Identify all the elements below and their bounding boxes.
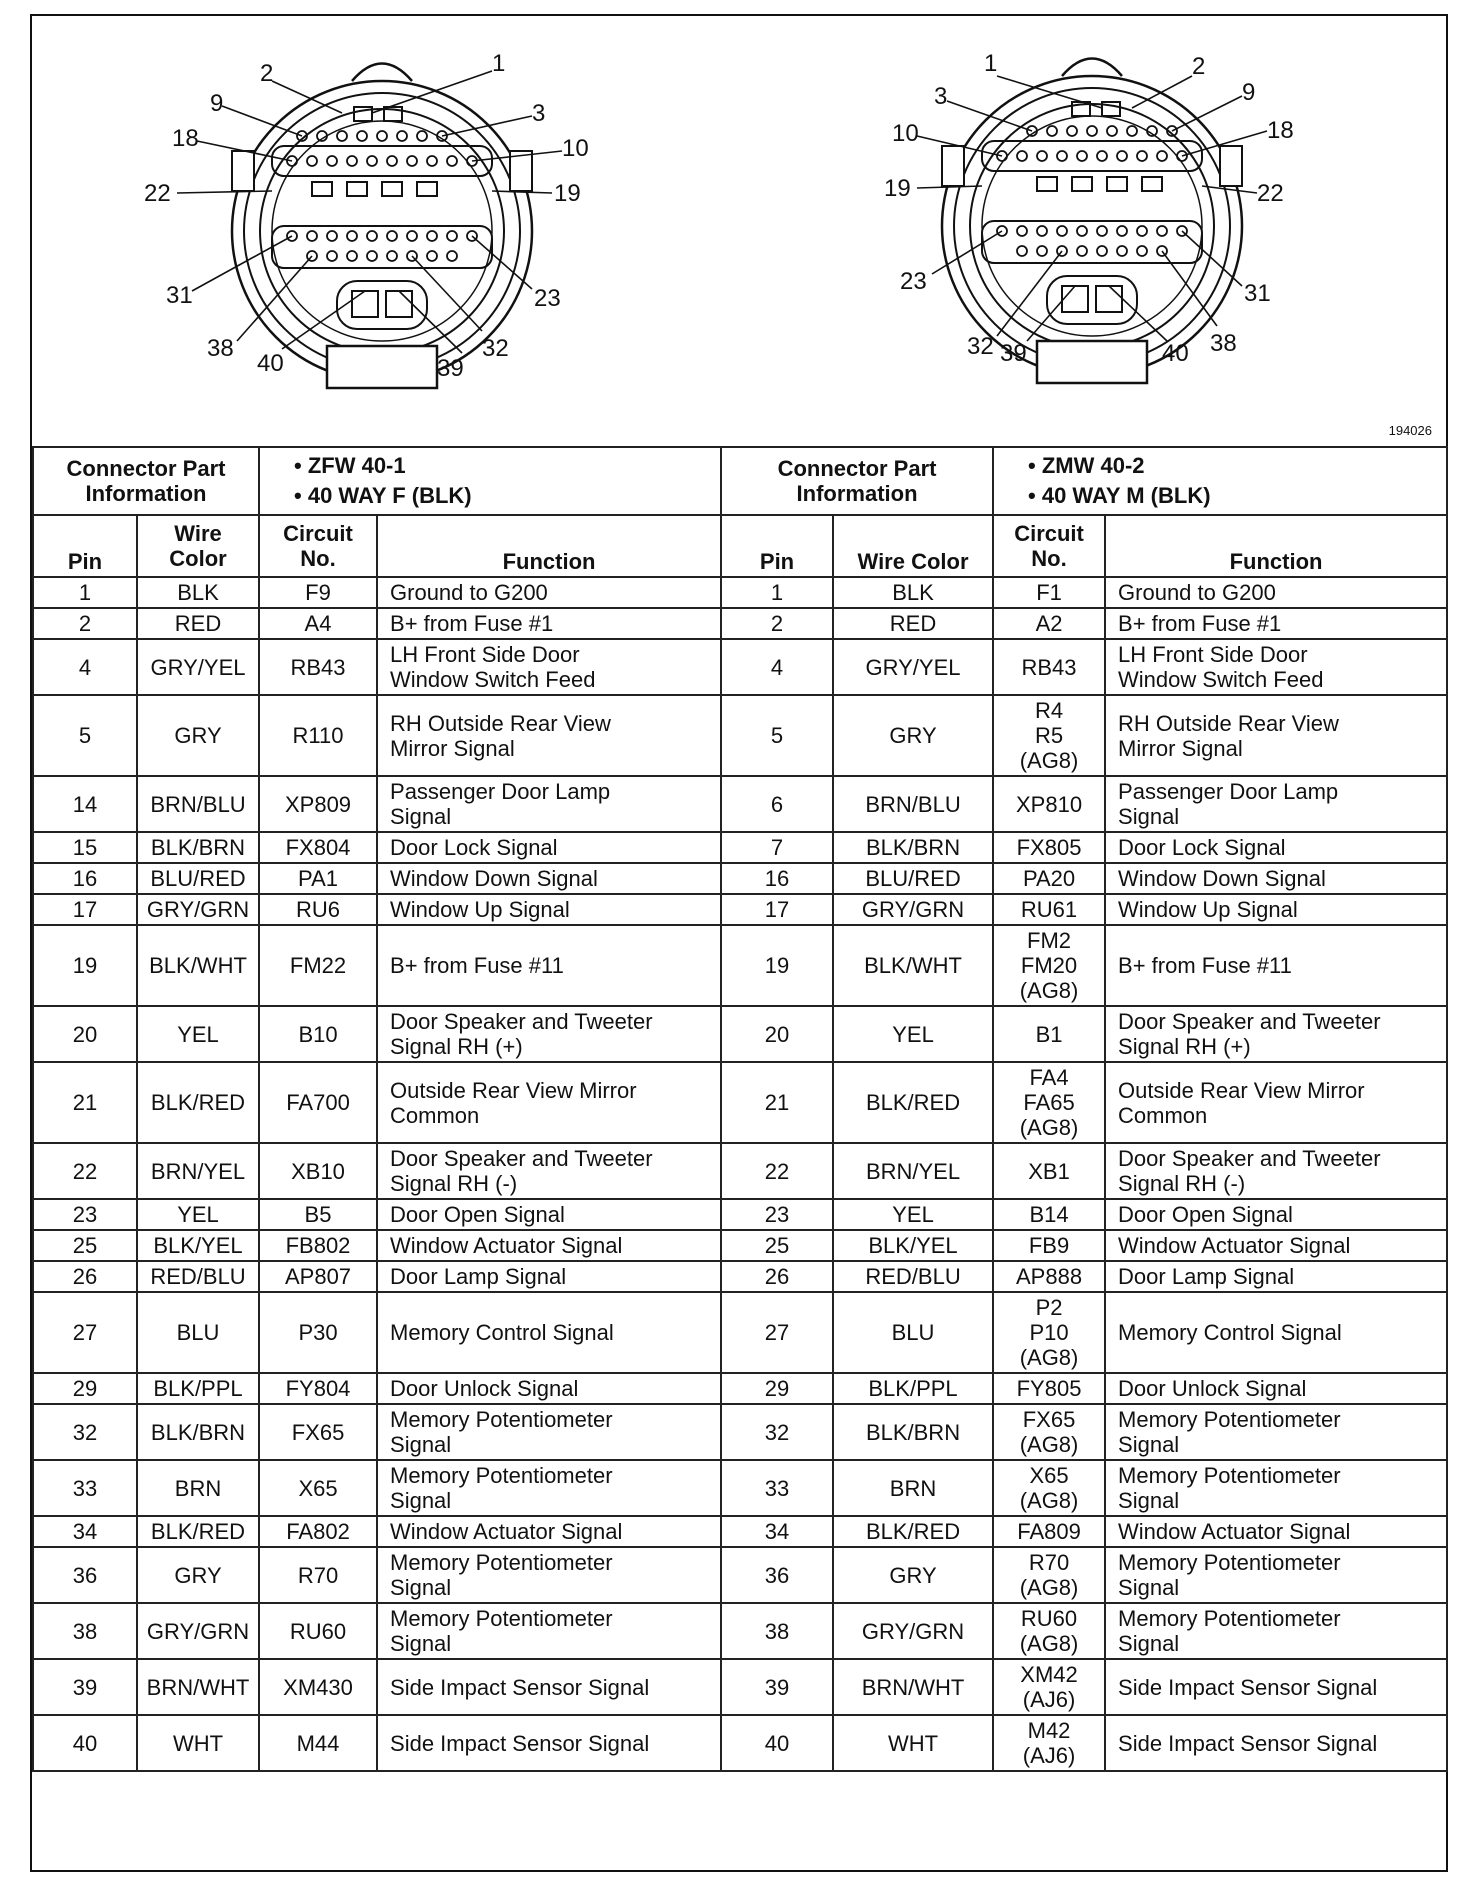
left-wire-color-cell: BLK/PPL <box>137 1373 259 1404</box>
table-row <box>33 776 1447 832</box>
right-function-cell: B+ from Fuse #11 <box>1105 925 1447 1006</box>
right-circuit-header: Circuit No. <box>993 515 1105 577</box>
left-function-cell: Memory Potentiometer Signal <box>377 1404 721 1460</box>
right-wire-color-cell: BRN/WHT <box>833 1659 993 1715</box>
right-pin-cell: 38 <box>721 1603 833 1659</box>
left-callout-10: 38 <box>207 335 234 362</box>
table-row <box>33 832 1447 863</box>
left-function-cell: Door Lamp Signal <box>377 1261 721 1292</box>
left-pin-cell: 22 <box>33 1143 137 1199</box>
left-part-number: • ZFW 40-1 <box>294 453 406 478</box>
left-wire-color-cell: GRY <box>137 1547 259 1603</box>
left-circuit-header: Circuit No. <box>259 515 377 577</box>
right-wire-color-cell: RED/BLU <box>833 1261 993 1292</box>
right-circuit-cell: FB9 <box>993 1230 1105 1261</box>
right-circuit-cell: B14 <box>993 1199 1105 1230</box>
left-function-cell: Door Open Signal <box>377 1199 721 1230</box>
left-wire-color-cell: YEL <box>137 1199 259 1230</box>
right-wire-color-cell: BLK/RED <box>833 1516 993 1547</box>
table-row <box>33 639 1447 695</box>
right-wire-color-cell: BLK/RED <box>833 1062 993 1143</box>
left-callout-4: 18 <box>172 125 199 152</box>
left-pin-cell: 40 <box>33 1715 137 1771</box>
table-row <box>33 1143 1447 1199</box>
right-circuit-cell: FM2 FM20 (AG8) <box>993 925 1105 1006</box>
left-pin-header: Pin <box>33 515 137 577</box>
right-function-cell: Passenger Door Lamp Signal <box>1105 776 1447 832</box>
table-row <box>33 1230 1447 1261</box>
table-row <box>33 1715 1447 1771</box>
table-row <box>33 1006 1447 1062</box>
left-pin-cell: 5 <box>33 695 137 776</box>
left-wire-color-cell: BLK/BRN <box>137 1404 259 1460</box>
right-callout-10: 32 <box>967 333 994 360</box>
right-function-cell: Memory Control Signal <box>1105 1292 1447 1373</box>
right-function-cell: Window Actuator Signal <box>1105 1516 1447 1547</box>
left-part-label: Connector Part Information <box>33 447 259 515</box>
left-wire-color-cell: BLK/RED <box>137 1516 259 1547</box>
right-pin-cell: 36 <box>721 1547 833 1603</box>
right-callout-5: 18 <box>1267 117 1294 144</box>
left-function-cell: Door Unlock Signal <box>377 1373 721 1404</box>
right-circuit-cell: PA20 <box>993 863 1105 894</box>
right-circuit-cell: FX65 (AG8) <box>993 1404 1105 1460</box>
right-circuit-cell: AP888 <box>993 1261 1105 1292</box>
right-function-cell: Door Lamp Signal <box>1105 1261 1447 1292</box>
right-circuit-cell: B1 <box>993 1006 1105 1062</box>
right-circuit-cell: FX805 <box>993 832 1105 863</box>
right-pin-cell: 23 <box>721 1199 833 1230</box>
left-circuit-cell: PA1 <box>259 863 377 894</box>
right-wire-color-cell: BRN/YEL <box>833 1143 993 1199</box>
table-row <box>33 695 1447 776</box>
left-function-header: Function <box>377 515 721 577</box>
left-callout-7: 19 <box>554 180 581 207</box>
left-function-cell: Outside Rear View Mirror Common <box>377 1062 721 1143</box>
right-circuit-cell: RU61 <box>993 894 1105 925</box>
table-row <box>33 894 1447 925</box>
left-wire-color-cell: GRY/GRN <box>137 894 259 925</box>
left-part-desc: • 40 WAY F (BLK) <box>294 483 472 508</box>
right-pin-cell: 40 <box>721 1715 833 1771</box>
right-wire-color-cell: BLK/BRN <box>833 1404 993 1460</box>
table-row <box>33 1460 1447 1516</box>
table-row <box>33 1404 1447 1460</box>
right-callout-6: 19 <box>884 175 911 202</box>
left-wire-color-cell: YEL <box>137 1006 259 1062</box>
table-row <box>33 1603 1447 1659</box>
table-row <box>33 1199 1447 1230</box>
connector-info-row <box>33 447 1447 515</box>
left-callout-9: 23 <box>534 285 561 312</box>
left-callout-3: 3 <box>532 100 546 127</box>
right-callout-9: 31 <box>1244 280 1271 307</box>
left-circuit-cell: FX65 <box>259 1404 377 1460</box>
right-function-cell: Window Up Signal <box>1105 894 1447 925</box>
left-function-cell: Door Speaker and Tweeter Signal RH (-) <box>377 1143 721 1199</box>
left-wire-color-cell: BLK <box>137 577 259 608</box>
left-circuit-cell: R110 <box>259 695 377 776</box>
right-function-cell: RH Outside Rear View Mirror Signal <box>1105 695 1447 776</box>
right-wire-color-cell: BLK/WHT <box>833 925 993 1006</box>
right-circuit-cell: R70 (AG8) <box>993 1547 1105 1603</box>
right-pin-cell: 34 <box>721 1516 833 1547</box>
right-pin-cell: 16 <box>721 863 833 894</box>
left-pin-cell: 23 <box>33 1199 137 1230</box>
right-circuit-cell: R4 R5 (AG8) <box>993 695 1105 776</box>
right-pin-cell: 33 <box>721 1460 833 1516</box>
connector-face-views <box>32 16 1446 446</box>
left-wire-color-cell: BRN/WHT <box>137 1659 259 1715</box>
left-callout-0: 2 <box>260 60 274 87</box>
left-circuit-cell: XM430 <box>259 1659 377 1715</box>
right-callout-1: 2 <box>1192 53 1206 80</box>
right-wire-color-cell: BLK/BRN <box>833 832 993 863</box>
table-row <box>33 863 1447 894</box>
right-part-number: • ZMW 40-2 <box>1028 453 1145 478</box>
left-circuit-cell: R70 <box>259 1547 377 1603</box>
right-pin-cell: 27 <box>721 1292 833 1373</box>
right-callout-8: 23 <box>900 268 927 295</box>
right-wire-color-cell: YEL <box>833 1199 993 1230</box>
right-function-cell: Door Lock Signal <box>1105 832 1447 863</box>
right-wire-color-cell: BLU/RED <box>833 863 993 894</box>
left-function-cell: Side Impact Sensor Signal <box>377 1659 721 1715</box>
left-callout-8: 31 <box>166 282 193 309</box>
left-function-cell: Memory Control Signal <box>377 1292 721 1373</box>
right-pin-cell: 17 <box>721 894 833 925</box>
left-wire-color-cell: BLK/BRN <box>137 832 259 863</box>
table-row <box>33 1547 1447 1603</box>
figure-id: 194026 <box>1388 423 1432 438</box>
left-function-cell: Window Down Signal <box>377 863 721 894</box>
left-circuit-cell: M44 <box>259 1715 377 1771</box>
right-wire-color-header: Wire Color <box>833 515 993 577</box>
left-wire-color-cell: GRY/GRN <box>137 1603 259 1659</box>
left-pin-cell: 27 <box>33 1292 137 1373</box>
right-function-cell: Side Impact Sensor Signal <box>1105 1659 1447 1715</box>
left-callout-2: 9 <box>210 90 224 117</box>
right-callout-3: 9 <box>1242 79 1256 106</box>
left-circuit-cell: FA700 <box>259 1062 377 1143</box>
left-function-cell: Window Actuator Signal <box>377 1516 721 1547</box>
right-pin-cell: 32 <box>721 1404 833 1460</box>
left-circuit-cell: A4 <box>259 608 377 639</box>
left-callout-11: 32 <box>482 335 509 362</box>
right-function-cell: Side Impact Sensor Signal <box>1105 1715 1447 1771</box>
right-wire-color-cell: BLU <box>833 1292 993 1373</box>
left-wire-color-cell: BLU/RED <box>137 863 259 894</box>
right-wire-color-cell: BLK/PPL <box>833 1373 993 1404</box>
left-wire-color-cell: RED <box>137 608 259 639</box>
left-function-cell: Door Lock Signal <box>377 832 721 863</box>
right-pin-cell: 7 <box>721 832 833 863</box>
left-pin-cell: 19 <box>33 925 137 1006</box>
left-circuit-cell: AP807 <box>259 1261 377 1292</box>
table-row <box>33 1373 1447 1404</box>
right-pin-cell: 5 <box>721 695 833 776</box>
left-connector-face <box>144 50 589 388</box>
right-part-desc: • 40 WAY M (BLK) <box>1028 483 1211 508</box>
left-circuit-cell: XP809 <box>259 776 377 832</box>
right-wire-color-cell: GRY <box>833 1547 993 1603</box>
left-wire-color-cell: WHT <box>137 1715 259 1771</box>
right-pin-cell: 1 <box>721 577 833 608</box>
left-function-cell: Side Impact Sensor Signal <box>377 1715 721 1771</box>
left-circuit-cell: F9 <box>259 577 377 608</box>
table-row <box>33 577 1447 608</box>
left-pin-cell: 32 <box>33 1404 137 1460</box>
left-pin-cell: 1 <box>33 577 137 608</box>
right-function-cell: B+ from Fuse #1 <box>1105 608 1447 639</box>
left-part-info <box>259 447 721 515</box>
left-pin-cell: 33 <box>33 1460 137 1516</box>
left-pin-cell: 16 <box>33 863 137 894</box>
right-pin-cell: 29 <box>721 1373 833 1404</box>
left-circuit-cell: X65 <box>259 1460 377 1516</box>
table-row <box>33 608 1447 639</box>
right-circuit-cell: RB43 <box>993 639 1105 695</box>
right-pin-cell: 26 <box>721 1261 833 1292</box>
table-row <box>33 925 1447 1006</box>
left-function-cell: Memory Potentiometer Signal <box>377 1603 721 1659</box>
left-callout-6: 22 <box>144 180 171 207</box>
left-wire-color-cell: BLU <box>137 1292 259 1373</box>
left-callout-5: 10 <box>562 135 589 162</box>
left-wire-color-cell: GRY/YEL <box>137 639 259 695</box>
right-function-cell: Outside Rear View Mirror Common <box>1105 1062 1447 1143</box>
left-pin-cell: 14 <box>33 776 137 832</box>
left-wire-color-cell: BLK/WHT <box>137 925 259 1006</box>
left-function-cell: Memory Potentiometer Signal <box>377 1460 721 1516</box>
left-circuit-cell: B5 <box>259 1199 377 1230</box>
right-wire-color-cell: WHT <box>833 1715 993 1771</box>
right-function-cell: Window Down Signal <box>1105 863 1447 894</box>
connector-diagrams <box>32 16 1446 448</box>
left-circuit-cell: FM22 <box>259 925 377 1006</box>
right-part-info <box>993 447 1447 515</box>
right-wire-color-cell: RED <box>833 608 993 639</box>
right-wire-color-cell: BLK <box>833 577 993 608</box>
right-wire-color-cell: BRN <box>833 1460 993 1516</box>
pinout-rows <box>33 577 1447 1771</box>
left-function-cell: B+ from Fuse #1 <box>377 608 721 639</box>
left-circuit-cell: RU6 <box>259 894 377 925</box>
left-function-cell: B+ from Fuse #11 <box>377 925 721 1006</box>
left-pin-cell: 39 <box>33 1659 137 1715</box>
left-function-cell: Ground to G200 <box>377 577 721 608</box>
right-function-cell: Door Speaker and Tweeter Signal RH (-) <box>1105 1143 1447 1199</box>
left-circuit-cell: FY804 <box>259 1373 377 1404</box>
right-pin-cell: 22 <box>721 1143 833 1199</box>
right-function-cell: Window Actuator Signal <box>1105 1230 1447 1261</box>
right-function-cell: Memory Potentiometer Signal <box>1105 1547 1447 1603</box>
left-circuit-cell: B10 <box>259 1006 377 1062</box>
right-pin-header: Pin <box>721 515 833 577</box>
right-callout-2: 3 <box>934 83 948 110</box>
right-circuit-cell: FA809 <box>993 1516 1105 1547</box>
left-circuit-cell: FA802 <box>259 1516 377 1547</box>
left-circuit-cell: RU60 <box>259 1603 377 1659</box>
left-circuit-cell: FB802 <box>259 1230 377 1261</box>
right-circuit-cell: XP810 <box>993 776 1105 832</box>
right-pin-cell: 19 <box>721 925 833 1006</box>
left-pin-cell: 17 <box>33 894 137 925</box>
right-callout-13: 40 <box>1162 340 1189 367</box>
right-circuit-cell: FA4 FA65 (AG8) <box>993 1062 1105 1143</box>
right-function-cell: LH Front Side Door Window Switch Feed <box>1105 639 1447 695</box>
left-function-cell: Window Up Signal <box>377 894 721 925</box>
right-wire-color-cell: GRY/YEL <box>833 639 993 695</box>
left-pin-cell: 25 <box>33 1230 137 1261</box>
left-pin-cell: 4 <box>33 639 137 695</box>
right-callout-0: 1 <box>984 50 998 77</box>
right-circuit-cell: M42 (AJ6) <box>993 1715 1105 1771</box>
left-pin-cell: 26 <box>33 1261 137 1292</box>
table-row <box>33 1062 1447 1143</box>
right-pin-cell: 21 <box>721 1062 833 1143</box>
left-pin-cell: 36 <box>33 1547 137 1603</box>
right-circuit-cell: RU60 (AG8) <box>993 1603 1105 1659</box>
left-function-cell: RH Outside Rear View Mirror Signal <box>377 695 721 776</box>
right-circuit-cell: P2 P10 (AG8) <box>993 1292 1105 1373</box>
left-wire-color-cell: BRN/BLU <box>137 776 259 832</box>
right-pin-cell: 39 <box>721 1659 833 1715</box>
left-function-cell: Memory Potentiometer Signal <box>377 1547 721 1603</box>
left-wire-color-cell: GRY <box>137 695 259 776</box>
left-circuit-cell: P30 <box>259 1292 377 1373</box>
left-circuit-cell: RB43 <box>259 639 377 695</box>
left-wire-color-cell: BLK/YEL <box>137 1230 259 1261</box>
right-connector-face <box>884 50 1294 383</box>
left-function-cell: Door Speaker and Tweeter Signal RH (+) <box>377 1006 721 1062</box>
right-wire-color-cell: GRY/GRN <box>833 1603 993 1659</box>
left-function-cell: Passenger Door Lamp Signal <box>377 776 721 832</box>
left-pin-cell: 29 <box>33 1373 137 1404</box>
right-circuit-cell: FY805 <box>993 1373 1105 1404</box>
right-function-header: Function <box>1105 515 1447 577</box>
table-row <box>33 1261 1447 1292</box>
right-function-cell: Door Speaker and Tweeter Signal RH (+) <box>1105 1006 1447 1062</box>
left-pin-cell: 20 <box>33 1006 137 1062</box>
right-callout-11: 38 <box>1210 330 1237 357</box>
left-wire-color-cell: BRN/YEL <box>137 1143 259 1199</box>
left-pin-cell: 21 <box>33 1062 137 1143</box>
left-wire-color-cell: BRN <box>137 1460 259 1516</box>
right-part-label: Connector Part Information <box>721 447 993 515</box>
left-pin-cell: 15 <box>33 832 137 863</box>
table-row <box>33 1292 1447 1373</box>
right-function-cell: Door Unlock Signal <box>1105 1373 1447 1404</box>
right-circuit-cell: XB1 <box>993 1143 1105 1199</box>
right-function-cell: Memory Potentiometer Signal <box>1105 1404 1447 1460</box>
right-wire-color-cell: YEL <box>833 1006 993 1062</box>
right-wire-color-cell: GRY <box>833 695 993 776</box>
left-wire-color-cell: BLK/RED <box>137 1062 259 1143</box>
left-callout-12: 40 <box>257 350 284 377</box>
right-function-cell: Memory Potentiometer Signal <box>1105 1603 1447 1659</box>
left-wire-color-header: Wire Color <box>137 515 259 577</box>
right-pin-cell: 25 <box>721 1230 833 1261</box>
left-circuit-cell: FX804 <box>259 832 377 863</box>
left-function-cell: LH Front Side Door Window Switch Feed <box>377 639 721 695</box>
left-pin-cell: 34 <box>33 1516 137 1547</box>
left-pin-cell: 38 <box>33 1603 137 1659</box>
right-function-cell: Ground to G200 <box>1105 577 1447 608</box>
right-function-cell: Memory Potentiometer Signal <box>1105 1460 1447 1516</box>
right-callout-4: 10 <box>892 120 919 147</box>
left-callout-13: 39 <box>437 355 464 382</box>
right-wire-color-cell: BLK/YEL <box>833 1230 993 1261</box>
connector-sheet <box>30 14 1448 1872</box>
left-callout-1: 1 <box>492 50 506 77</box>
left-wire-color-cell: RED/BLU <box>137 1261 259 1292</box>
right-pin-cell: 6 <box>721 776 833 832</box>
column-header-row <box>33 515 1447 577</box>
right-pin-cell: 2 <box>721 608 833 639</box>
right-function-cell: Door Open Signal <box>1105 1199 1447 1230</box>
right-wire-color-cell: GRY/GRN <box>833 894 993 925</box>
left-pin-cell: 2 <box>33 608 137 639</box>
right-wire-color-cell: BRN/BLU <box>833 776 993 832</box>
table-row <box>33 1516 1447 1547</box>
right-callout-7: 22 <box>1257 180 1284 207</box>
pinout-table <box>32 446 1448 1772</box>
right-circuit-cell: XM42 (AJ6) <box>993 1659 1105 1715</box>
right-circuit-cell: A2 <box>993 608 1105 639</box>
right-pin-cell: 20 <box>721 1006 833 1062</box>
right-circuit-cell: X65 (AG8) <box>993 1460 1105 1516</box>
right-circuit-cell: F1 <box>993 577 1105 608</box>
table-row <box>33 1659 1447 1715</box>
right-callout-12: 39 <box>1000 340 1027 367</box>
left-function-cell: Window Actuator Signal <box>377 1230 721 1261</box>
right-pin-cell: 4 <box>721 639 833 695</box>
left-circuit-cell: XB10 <box>259 1143 377 1199</box>
